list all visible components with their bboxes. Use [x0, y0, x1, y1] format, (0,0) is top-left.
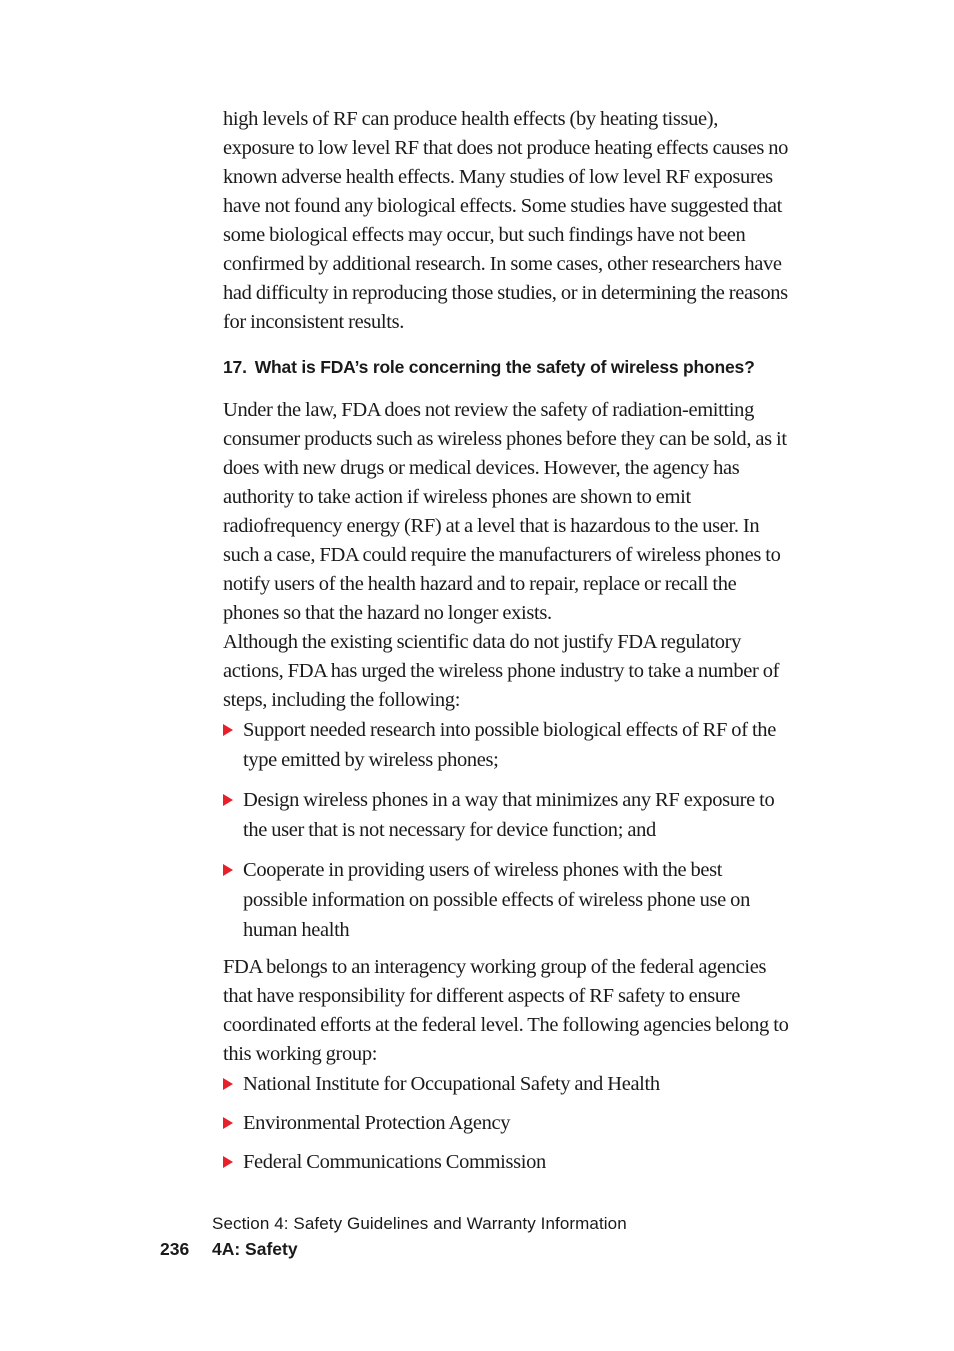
- triangle-bullet-icon: [223, 794, 233, 806]
- answer-paragraph-1: Under the law, FDA does not review the safety of radiation-emitting consumer products such as wireless phones before they can be sold, as it does with new drugs or medical devices. However, the agency has authority to take action if wireless phones are shown to emit radiofrequency energy (RF) at a level that is hazardous to the user. In such a case, FDA could require the manufacturers of wireless phones to notify users of the health hazard and to repair, replace or recall the phones so that the hazard no longer exists.: [223, 399, 787, 624]
- triangle-bullet-icon: [223, 864, 233, 876]
- list-item: [223, 1147, 789, 1177]
- list-item: [223, 855, 789, 945]
- answer-paragraph-2: Although the existing scientific data do not justify FDA regulatory actions, FDA has urged the wireless phone industry to take a number of steps, including the following:: [223, 631, 780, 711]
- triangle-bullet-icon: [223, 1156, 233, 1168]
- page-number: 236: [160, 1239, 190, 1259]
- list-item-text: Design wireless phones in a way that minimizes any RF exposure to the user that is not necessary for device function; and: [243, 789, 775, 841]
- steps-list: [223, 715, 789, 945]
- page-content: [223, 105, 789, 1186]
- list-item: [223, 715, 789, 775]
- answer-paragraph-3: FDA belongs to an interagency working group of the federal agencies that have responsibility for different aspects of RF safety to ensure coordinated efforts at the federal level. The following agencies belong to this working group:: [223, 956, 789, 1065]
- triangle-bullet-icon: [223, 1117, 233, 1129]
- footer-subsection: 4A: Safety: [212, 1239, 298, 1259]
- list-item-text: Cooperate in providing users of wireless phones with the best possible information on possible effects of wireless phone use on human health: [243, 859, 750, 941]
- footer-section-title: Section 4: Safety Guidelines and Warranty Information: [212, 1214, 627, 1233]
- triangle-bullet-icon: [223, 1078, 233, 1090]
- list-item-text: Support needed research into possible biological effects of RF of the type emitted by wireless phones;: [243, 719, 776, 771]
- list-item: [223, 1069, 789, 1099]
- question-text: What is FDA’s role concerning the safety of wireless phones?: [254, 357, 755, 377]
- question-heading: [223, 356, 789, 378]
- list-item-text: National Institute for Occupational Safety and Health: [243, 1073, 660, 1095]
- agencies-list: [223, 1069, 789, 1177]
- list-item: [223, 1108, 789, 1138]
- list-item: [223, 785, 789, 845]
- footer-page-line: [160, 1239, 298, 1260]
- triangle-bullet-icon: [223, 724, 233, 736]
- list-item-text: Federal Communications Commission: [243, 1151, 546, 1173]
- intro-paragraph: high levels of RF can produce health effects (by heating tissue), exposure to low level RF that does not produce heating effects causes no known adverse health effects. Many studies of low level RF exposures have not found any biological effects. Some studies have suggested that some biological effects may occur, but such findings have not been confirmed by additional research. In some cases, other researchers have had difficulty in reproducing those studies, or in determining the reasons for inconsistent results.: [223, 108, 789, 333]
- list-item-text: Environmental Protection Agency: [243, 1112, 511, 1134]
- question-number: 17.: [223, 357, 247, 377]
